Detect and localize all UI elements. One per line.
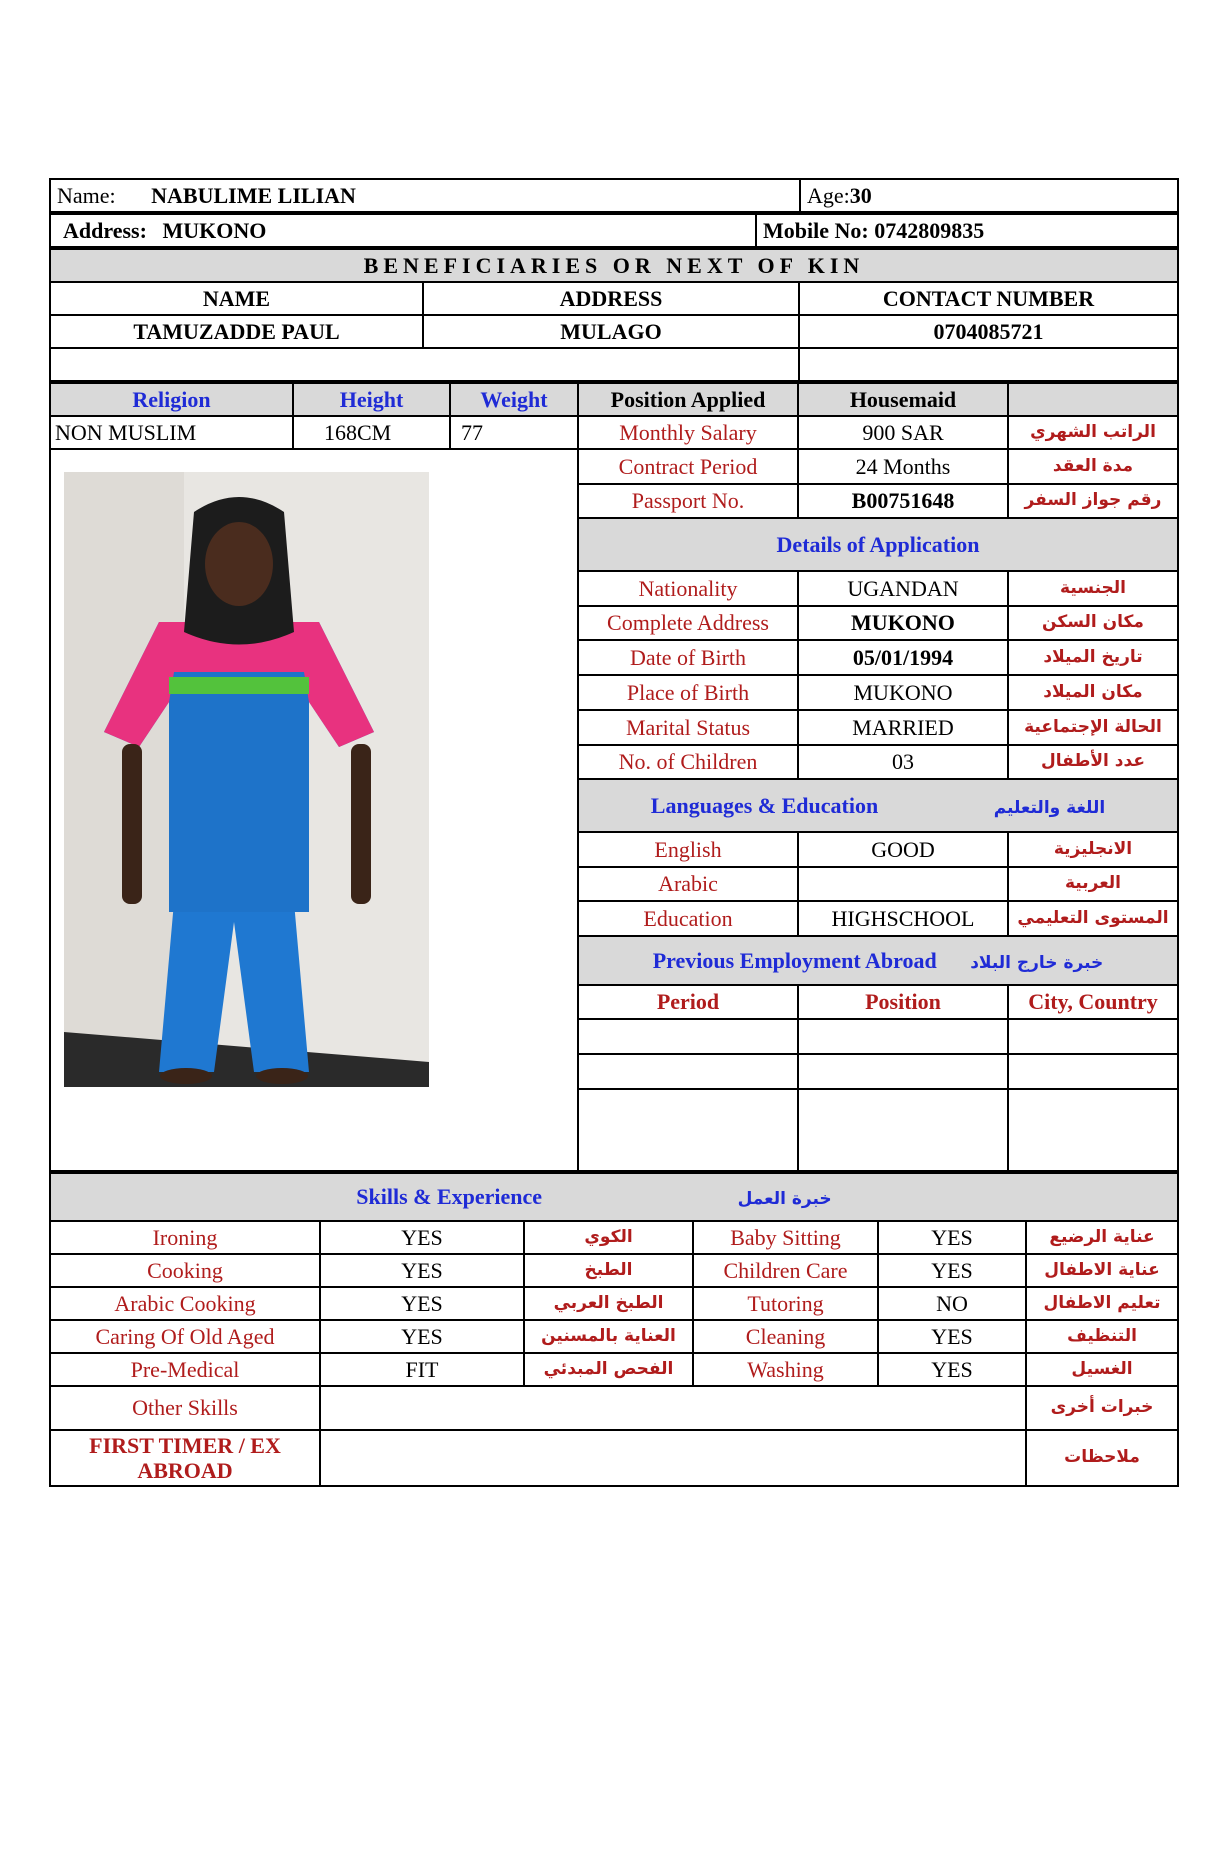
skill-baby-sitting-label: Baby Sitting bbox=[693, 1221, 878, 1254]
marital-status-label: Marital Status bbox=[578, 710, 798, 745]
skill-tutoring-arabic: تعليم الاطفال bbox=[1026, 1287, 1178, 1320]
skill-washing-label: Washing bbox=[693, 1353, 878, 1386]
english-label: English bbox=[578, 832, 798, 867]
religion-label: Religion bbox=[50, 383, 293, 416]
beneficiary-title: BENEFICIARIES OR NEXT OF KIN bbox=[50, 249, 1178, 282]
passport-value: B00751648 bbox=[798, 484, 1008, 519]
main-table bbox=[49, 382, 1179, 1172]
arabic-label: Arabic bbox=[578, 867, 798, 902]
skill-cleaning-arabic: التنظيف bbox=[1026, 1320, 1178, 1353]
employment-col-position: Position bbox=[798, 985, 1008, 1020]
complete-address-value: MUKONO bbox=[798, 606, 1008, 641]
employment-col-city: City, Country bbox=[1008, 985, 1178, 1020]
empty-cell bbox=[799, 348, 1178, 381]
skill-caring-old-arabic: العناية بالمسنين bbox=[524, 1320, 693, 1353]
salary-label: Monthly Salary bbox=[578, 416, 798, 449]
arabic-value bbox=[798, 867, 1008, 902]
beneficiary-address: MULAGO bbox=[423, 315, 799, 348]
first-timer-label: FIRST TIMER / EX ABROAD bbox=[50, 1430, 320, 1486]
empty-cell bbox=[798, 1054, 1008, 1089]
passport-label: Passport No. bbox=[578, 484, 798, 519]
beneficiary-name: TAMUZADDE PAUL bbox=[50, 315, 423, 348]
nationality-label: Nationality bbox=[578, 571, 798, 606]
complete-address-arabic: مكان السكن bbox=[1008, 606, 1178, 641]
nationality-value: UGANDAN bbox=[798, 571, 1008, 606]
arabic-arabic: العربية bbox=[1008, 867, 1178, 902]
skills-title-row bbox=[50, 1173, 1178, 1221]
skill-tutoring-value: NO bbox=[878, 1287, 1026, 1320]
other-skills-label: Other Skills bbox=[50, 1386, 320, 1430]
dob-value: 05/01/1994 bbox=[798, 640, 1008, 675]
skill-ironing-value: YES bbox=[320, 1221, 524, 1254]
details-title: Details of Application bbox=[578, 518, 1178, 571]
dob-label: Date of Birth bbox=[578, 640, 798, 675]
salary-arabic: الراتب الشهري bbox=[1008, 416, 1178, 449]
education-value: HIGHSCHOOL bbox=[798, 901, 1008, 936]
skill-cleaning-label: Cleaning bbox=[693, 1320, 878, 1353]
weight-value: 77 bbox=[450, 416, 578, 449]
employment-col-period: Period bbox=[578, 985, 798, 1020]
mobile-cell bbox=[756, 214, 1178, 247]
address-label: Address: bbox=[63, 217, 147, 243]
place-of-birth-arabic: مكان الميلاد bbox=[1008, 675, 1178, 710]
empty-cell bbox=[1008, 383, 1178, 416]
children-arabic: عدد الأطفال bbox=[1008, 745, 1178, 780]
children-value: 03 bbox=[798, 745, 1008, 780]
height-value: 168CM bbox=[293, 416, 450, 449]
contract-period-label: Contract Period bbox=[578, 449, 798, 484]
languages-title: Languages & Education bbox=[650, 792, 879, 818]
beneficiary-col-contact: CONTACT NUMBER bbox=[799, 282, 1178, 315]
empty-cell bbox=[50, 348, 799, 381]
applicant-photo bbox=[64, 472, 429, 1087]
skill-arabic-cooking-value: YES bbox=[320, 1287, 524, 1320]
applicant-photo-illustration bbox=[64, 472, 429, 1087]
other-skills-arabic: خبرات أخرى bbox=[1026, 1386, 1178, 1430]
skill-washing-value: YES bbox=[878, 1353, 1026, 1386]
position-applied-label: Position Applied bbox=[578, 383, 798, 416]
marital-status-value: MARRIED bbox=[798, 710, 1008, 745]
skill-arabic-cooking-label: Arabic Cooking bbox=[50, 1287, 320, 1320]
empty-cell bbox=[578, 1054, 798, 1089]
remarks-arabic: ملاحظات bbox=[1026, 1430, 1178, 1486]
skill-baby-sitting-value: YES bbox=[878, 1221, 1026, 1254]
skill-cooking-value: YES bbox=[320, 1254, 524, 1287]
children-label: No. of Children bbox=[578, 745, 798, 780]
skill-washing-arabic: الغسيل bbox=[1026, 1353, 1178, 1386]
weight-label: Weight bbox=[450, 383, 578, 416]
skill-baby-sitting-arabic: عناية الرضيع bbox=[1026, 1221, 1178, 1254]
address-table bbox=[49, 213, 1179, 248]
beneficiary-table bbox=[49, 248, 1179, 382]
passport-arabic: رقم جواز السفر bbox=[1008, 484, 1178, 519]
skills-arabic: خبرة العمل bbox=[737, 1189, 832, 1210]
mobile-value: 0742809835 bbox=[874, 217, 985, 243]
name-cell bbox=[50, 179, 800, 212]
marital-status-arabic: الحالة الإجتماعية bbox=[1008, 710, 1178, 745]
mobile-label: Mobile No: bbox=[763, 217, 869, 243]
salary-value: 900 SAR bbox=[798, 416, 1008, 449]
empty-cell bbox=[798, 1089, 1008, 1171]
other-skills-value bbox=[320, 1386, 1026, 1430]
empty-cell bbox=[1008, 1089, 1178, 1171]
name-value: NABULIME LILIAN bbox=[151, 182, 356, 208]
skill-arabic-cooking-arabic: الطبخ العربي bbox=[524, 1287, 693, 1320]
employment-title: Previous Employment Abroad bbox=[652, 947, 937, 973]
skill-caring-old-value: YES bbox=[320, 1320, 524, 1353]
address-value: MUKONO bbox=[162, 217, 267, 243]
skill-pre-medical-arabic: الفحص المبدئي bbox=[524, 1353, 693, 1386]
place-of-birth-label: Place of Birth bbox=[578, 675, 798, 710]
cv-form bbox=[49, 178, 1179, 1487]
skill-cooking-label: Cooking bbox=[50, 1254, 320, 1287]
header-table bbox=[49, 178, 1179, 213]
employment-title-row bbox=[578, 936, 1178, 984]
position-applied-value: Housemaid bbox=[798, 383, 1008, 416]
empty-cell bbox=[578, 1019, 798, 1054]
complete-address-label: Complete Address bbox=[578, 606, 798, 641]
height-label: Height bbox=[293, 383, 450, 416]
empty-cell bbox=[1008, 1054, 1178, 1089]
skill-tutoring-label: Tutoring bbox=[693, 1287, 878, 1320]
address-cell bbox=[50, 214, 756, 247]
place-of-birth-value: MUKONO bbox=[798, 675, 1008, 710]
beneficiary-col-address: ADDRESS bbox=[423, 282, 799, 315]
employment-arabic: خبرة خارج البلاد bbox=[970, 952, 1104, 973]
nationality-arabic: الجنسية bbox=[1008, 571, 1178, 606]
empty-cell bbox=[798, 1019, 1008, 1054]
languages-title-row bbox=[578, 779, 1178, 832]
skill-children-care-label: Children Care bbox=[693, 1254, 878, 1287]
languages-arabic: اللغة والتعليم bbox=[993, 797, 1106, 818]
skill-children-care-arabic: عناية الاطفال bbox=[1026, 1254, 1178, 1287]
skill-ironing-arabic: الكوي bbox=[524, 1221, 693, 1254]
skill-cleaning-value: YES bbox=[878, 1320, 1026, 1353]
beneficiary-col-name: NAME bbox=[50, 282, 423, 315]
contract-period-arabic: مدة العقد bbox=[1008, 449, 1178, 484]
education-arabic: المستوى التعليمي bbox=[1008, 901, 1178, 936]
skill-children-care-value: YES bbox=[878, 1254, 1026, 1287]
skill-caring-old-label: Caring Of Old Aged bbox=[50, 1320, 320, 1353]
contract-period-value: 24 Months bbox=[798, 449, 1008, 484]
skill-ironing-label: Ironing bbox=[50, 1221, 320, 1254]
skills-table bbox=[49, 1172, 1179, 1487]
age-value: 30 bbox=[849, 182, 872, 208]
english-arabic: الانجليزية bbox=[1008, 832, 1178, 867]
age-label: Age: bbox=[807, 182, 850, 208]
skills-title: Skills & Experience bbox=[356, 1184, 543, 1210]
religion-value: NON MUSLIM bbox=[50, 416, 293, 449]
skill-cooking-arabic: الطبخ bbox=[524, 1254, 693, 1287]
skill-pre-medical-label: Pre-Medical bbox=[50, 1353, 320, 1386]
empty-cell bbox=[1008, 1019, 1178, 1054]
education-label: Education bbox=[578, 901, 798, 936]
age-cell bbox=[800, 179, 1178, 212]
skill-pre-medical-value: FIT bbox=[320, 1353, 524, 1386]
dob-arabic: تاريخ الميلاد bbox=[1008, 640, 1178, 675]
name-label: Name: bbox=[57, 182, 116, 208]
english-value: GOOD bbox=[798, 832, 1008, 867]
remarks-value bbox=[320, 1430, 1026, 1486]
beneficiary-contact: 0704085721 bbox=[799, 315, 1178, 348]
photo-cell bbox=[50, 449, 578, 1171]
empty-cell bbox=[578, 1089, 798, 1171]
